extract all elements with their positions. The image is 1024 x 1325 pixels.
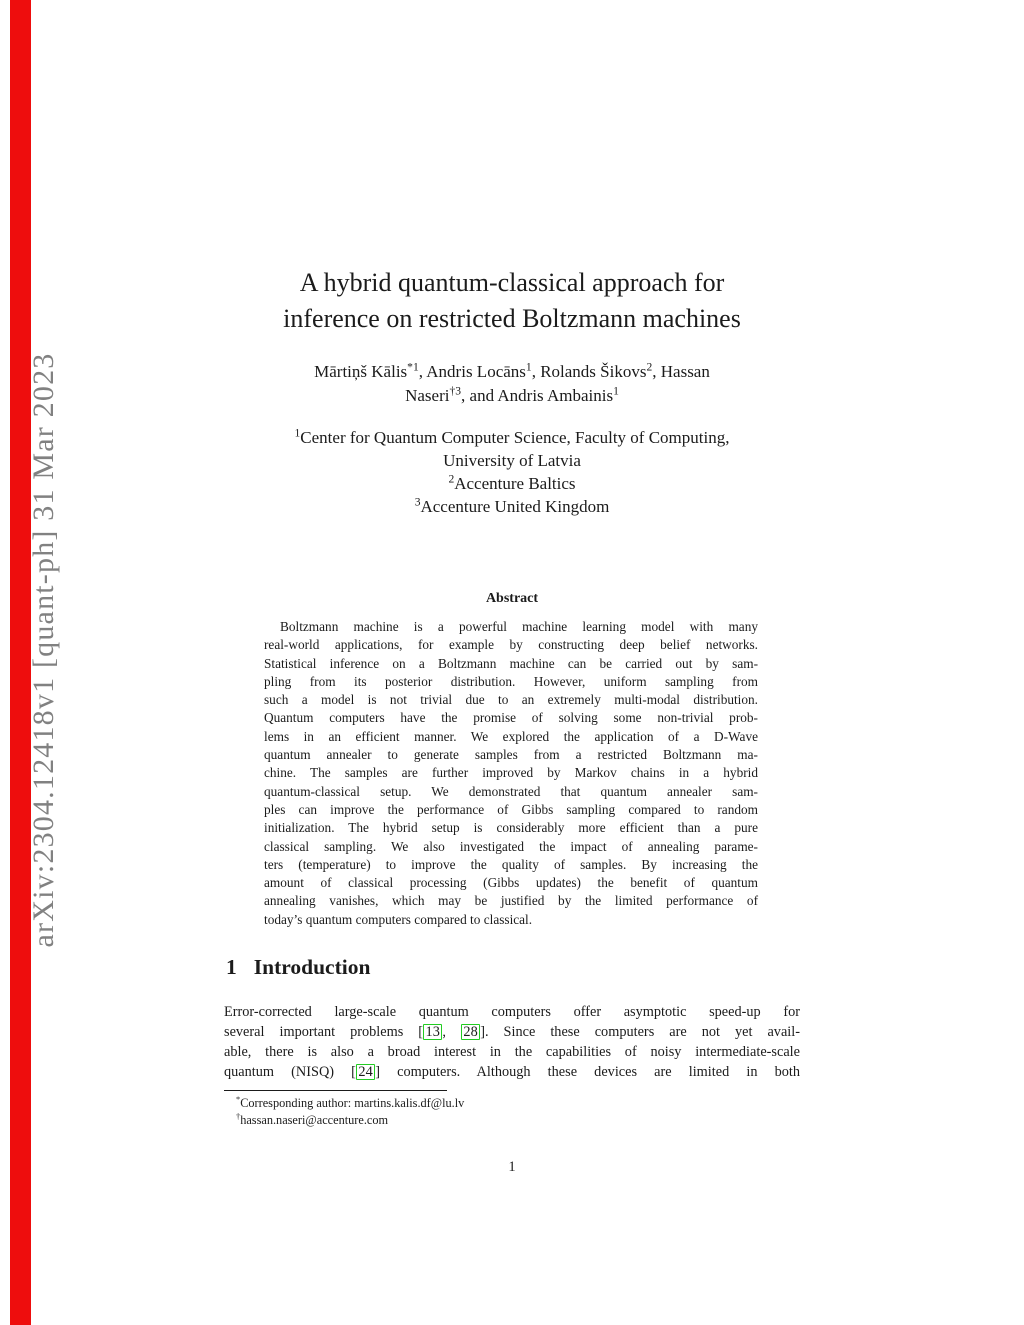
body-line [224,1022,800,1042]
abstract-line: initialization. The hybrid setup is considerably more efficient than a pure [264,820,758,836]
affiliation-line [224,449,800,472]
superscript-marker: 1 [613,384,619,398]
superscript-marker: 3 [414,495,421,509]
abstract-text [264,618,758,929]
text-span: Corresponding author: martins.kalis.df@lu.lv [240,1096,465,1110]
abstract-line: today’s quantum computers compared to classical. [264,911,533,927]
text-span: Accenture United Kingdom [420,497,610,516]
text-span: University of Latvia [443,451,581,470]
text-span: , Hassan [652,362,710,381]
title-line: inference on restricted Boltzmann machines [283,304,741,333]
text-span: quantum (NISQ) [ [224,1064,356,1080]
affiliation-list [224,426,800,518]
citation-link[interactable]: 28 [461,1024,480,1040]
abstract-line: annealing vanishes, which may be justified by the limited performance of [264,893,758,909]
body-line [224,1062,800,1082]
citation-link[interactable]: 13 [423,1024,442,1040]
abstract-line: pling from its posterior distribution. However, uniform sampling from [264,673,758,689]
author-line [224,384,800,408]
section-heading [226,955,800,980]
superscript-marker: * [236,1094,241,1104]
superscript-marker: 1 [525,360,532,374]
text-span: Naseri [405,386,450,405]
citation-link[interactable]: 24 [356,1064,375,1080]
text-span: , Rolands Šikovs [531,362,647,381]
section-number: 1 [226,955,237,979]
affiliation-line [224,426,800,449]
footnote-line [224,1095,800,1112]
text-span: , and Andris Ambainis [461,386,614,405]
abstract-line: ters (temperature) to improve the quality of samples. By increasing the [264,856,758,872]
abstract-line: classical sampling. We also investigated the impact of annealing parame- [264,838,758,854]
footnote-line [224,1112,800,1129]
text-span: ] computers. Although these devices are limited in both [375,1064,801,1080]
text-span: Accenture Baltics [454,474,576,493]
abstract-line: Quantum computers have the promise of solving some non-trivial prob- [264,710,758,726]
text-span: , Andris Locāns [418,362,526,381]
abstract-line: quantum annealer to generate samples from a restricted Boltzmann ma- [264,747,758,763]
paper-title [224,265,800,337]
abstract-line: ples can improve the performance of Gibbs sampling compared to random [264,801,758,817]
paper-content [224,0,800,1325]
text-span: ]. Since these computers are not yet avail- [480,1024,800,1040]
text-span: Mārtiņš Kālis [314,362,408,381]
text-span: hassan.naseri@accenture.com [240,1112,389,1127]
affiliation-line [224,495,800,518]
footnotes [224,1095,800,1128]
body-line [224,1002,800,1022]
abstract-line: chine. The samples are further improved by Markov chains in a hybrid [264,765,758,781]
text-span: , [442,1024,461,1040]
abstract-line: such a model is not trivial due to an extremely multi-modal distribution. [264,692,758,708]
abstract-line: Statistical inference on a Boltzmann machine can be carried out by sam- [264,655,758,671]
page-number: 1 [508,1159,516,1175]
superscript-marker: 2 [646,360,653,374]
intro-paragraph [224,1002,800,1082]
superscript-marker: † [236,1111,241,1121]
superscript-marker: 1 [294,426,301,440]
abstract-line: Boltzmann machine is a powerful machine learning model with many [280,619,758,634]
section-title: Introduction [253,955,371,979]
abstract-line: amount of classical processing (Gibbs updates) the benefit of quantum [264,875,758,891]
footnote-rule [224,1090,447,1091]
superscript-marker: †3 [449,384,462,398]
title-line: A hybrid quantum-classical approach for [299,268,725,297]
body-line [224,1042,800,1062]
text-span: Error-corrected large-scale quantum computers offer asymptotic speed-up for [224,1004,800,1020]
text-span: able, there is also a broad interest in the capabilities of noisy intermediate-scale [224,1044,800,1060]
abstract-line: quantum-classical setup. We demonstrated that quantum annealer sam- [264,783,758,799]
superscript-marker: 2 [448,472,455,486]
abstract-line: real-world applications, for example by constructing deep belief networks. [264,637,758,653]
superscript-marker: *1 [407,360,419,374]
abstract-heading: Abstract [485,591,539,606]
abstract-line: lems in an efficient manner. We explored the application of a D-Wave [264,728,758,744]
author-list [224,360,800,408]
author-line [224,360,800,384]
affiliation-line [224,472,800,495]
text-span: several important problems [ [224,1024,424,1040]
arxiv-stamp: arXiv:2304.12418v1 [quant-ph] 31 Mar 2023 [27,352,60,948]
text-span: Center for Quantum Computer Science, Faculty of Computing, [300,428,730,447]
